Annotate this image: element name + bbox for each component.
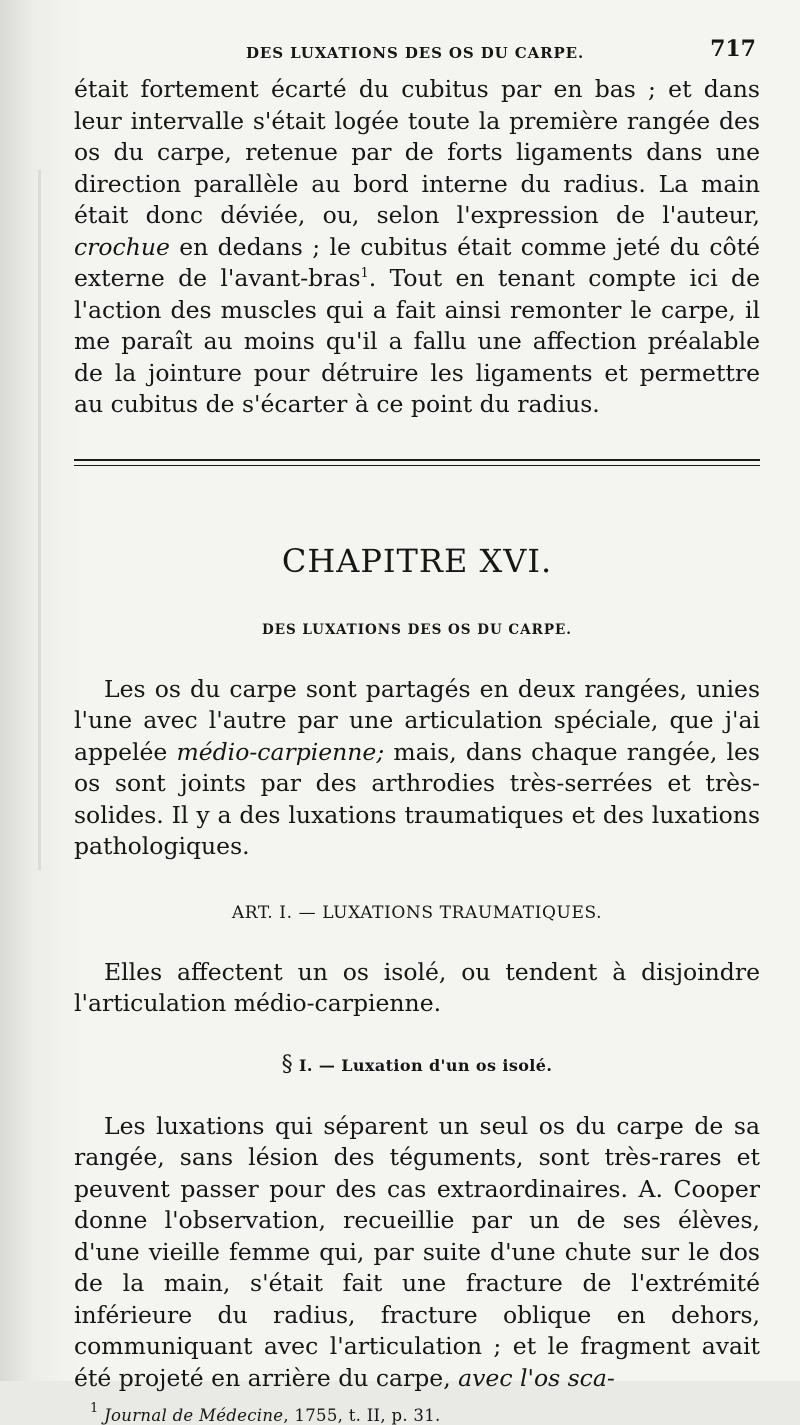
paragraph-section bbox=[74, 1111, 760, 1395]
page-content bbox=[74, 30, 760, 1425]
chapter-subtitle: DES LUXATIONS DES OS DU CARPE. bbox=[261, 621, 573, 638]
page-number: 717 bbox=[710, 36, 756, 62]
footnote bbox=[90, 1401, 760, 1425]
article-heading: ART. I. — LUXATIONS TRAUMATIQUES. bbox=[231, 902, 603, 923]
italic-term: avec l'os sca- bbox=[458, 1363, 615, 1392]
footnote-reference[interactable]: 1 bbox=[360, 266, 369, 281]
torn-page-edge bbox=[0, 0, 80, 1381]
paragraph-text: Les luxations qui séparent un seul os du carpe de sa rangée, sans lésion des téguments, sont très-rares et peuvent passer pour des cas extraordinaires. A. Cooper donne l'observation, recueillie par un de ses élèves, d'une vieille femme qui, par suite d'une chute sur le dos de la main, s'était fait une fracture de l'extrémité inférieure du radius, fracture oblique en dehors, communiquant avec l'articulation ; et le fragment avait été projeté en arrière du carpe, bbox=[74, 1111, 760, 1392]
chapter-divider bbox=[74, 459, 760, 466]
italic-term: médio-carpienne; bbox=[176, 737, 385, 766]
paragraph-intro bbox=[74, 674, 760, 863]
paragraph-text: Les os du carpe sont partagés en deux rangées, unies l'une avec l'autre par une articulation spéciale, que j'ai appelée bbox=[74, 674, 760, 766]
italic-term: crochue bbox=[74, 232, 170, 261]
paragraph-continued bbox=[74, 74, 760, 421]
paragraph-text: était fortement écarté du cubitus par en bas ; et dans leur intervalle s'était logée toute la première rangée des os du carpe, retenue par de forts ligaments dans une direction parallèle au bord interne du radius. La main était donc déviée, ou, selon l'expression de l'auteur, bbox=[74, 75, 760, 229]
footnote-number: 1 bbox=[90, 1401, 99, 1416]
running-title: DES LUXATIONS DES OS DU CARPE. bbox=[246, 44, 585, 62]
paragraph-text: en dedans ; le cubitus était comme jeté du côté externe de l'avant-bras bbox=[74, 232, 760, 292]
thick-rule bbox=[74, 459, 760, 461]
running-head bbox=[74, 30, 760, 74]
paragraph-text: mais, dans chaque rangée, les os sont joints par des arthrodies très-serrées et très-solides. Il y a des luxations traumatiques et des luxations pathologiques. bbox=[74, 737, 760, 860]
section-symbol: § bbox=[281, 1051, 294, 1077]
paragraph-article: Elles affectent un os isolé, ou tendent à disjoindre l'articulation médio-carpienne. bbox=[74, 957, 760, 1017]
thin-rule bbox=[74, 465, 760, 466]
section-heading-text: I. — Luxation d'un os isolé. bbox=[299, 1055, 553, 1075]
paragraph-text: . Tout en tenant compte ici de l'action des muscles qui a fait ainsi remonter le carpe, il me paraît au moins qu'il a fallu une affection préalable de la jointure pour détruire les ligaments et permettre au cubitus de s'écarter à ce point du radius. bbox=[74, 264, 760, 418]
footnote-citation: , 1755, t. II, p. 31. bbox=[283, 1406, 441, 1425]
footnote-journal: Journal de Médecine bbox=[104, 1406, 284, 1425]
section-heading bbox=[74, 1052, 760, 1077]
chapter-title: CHAPITRE XVI. bbox=[281, 541, 553, 580]
